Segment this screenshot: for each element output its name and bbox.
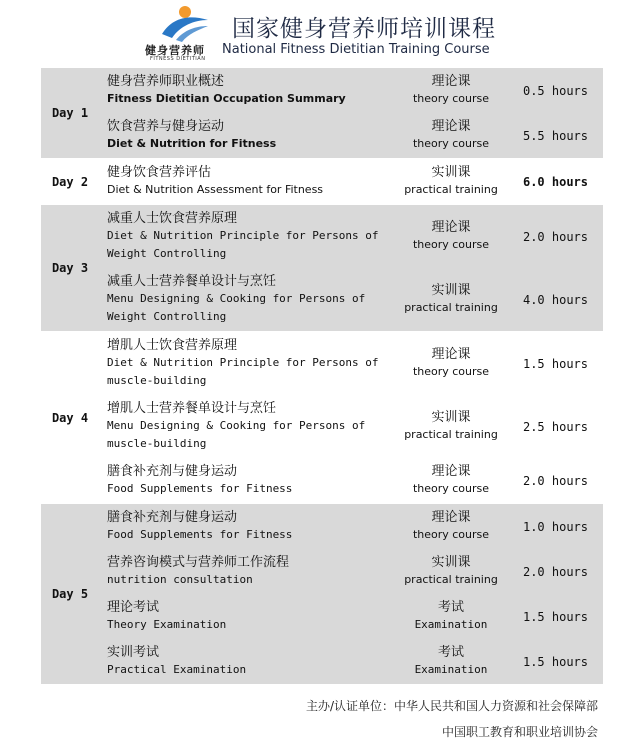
course-name-en: nutrition consultation <box>107 573 253 586</box>
course-hours: 2.0 hours <box>522 229 589 244</box>
course-type <box>394 118 508 153</box>
course-row <box>99 549 603 594</box>
course-name <box>99 458 394 503</box>
course-name <box>99 639 394 684</box>
course-name-en: Fitness Dietitian Occupation Summary <box>107 92 346 105</box>
course-name-en: Food Supplements for Fitness <box>107 482 293 495</box>
day-block <box>41 205 603 332</box>
course-name-zh: 健身营养师职业概述 <box>107 74 225 89</box>
course-row <box>99 205 603 268</box>
course-type-en: practical training <box>404 301 498 314</box>
course-name-en: Menu Designing & Cooking for Persons of muscle-building <box>107 419 372 450</box>
course-row <box>99 332 603 395</box>
course-name <box>99 549 394 594</box>
course-type <box>394 346 508 381</box>
course-type-zh: 理论课 <box>431 74 471 89</box>
course-row <box>99 594 603 639</box>
course-row <box>99 504 603 549</box>
course-type-en: theory course <box>412 92 490 105</box>
footer-organizer: 主办/认证单位：中华人民共和国人力资源和社会保障部 <box>305 699 598 713</box>
course-name <box>99 332 394 395</box>
course-name-en: Diet & Nutrition Assessment for Fitness <box>107 183 324 196</box>
course-type <box>394 463 508 498</box>
course-row <box>99 268 603 331</box>
course-name-zh: 膳食补充剂与健身运动 <box>107 510 238 525</box>
course-name <box>99 594 394 639</box>
course-type-zh: 实训课 <box>431 410 471 425</box>
course-hours: 1.5 hours <box>522 654 589 669</box>
course-type-zh: 理论课 <box>431 119 471 134</box>
course-name-zh: 营养咨询模式与营养师工作流程 <box>107 555 290 570</box>
course-type-en: practical training <box>404 183 498 196</box>
course-type-zh: 考试 <box>437 600 464 615</box>
course-hours: 4.0 hours <box>522 292 589 307</box>
course-type <box>394 644 508 679</box>
course-hours: 5.5 hours <box>522 128 589 143</box>
course-name-zh: 增肌人士营养餐单设计与烹饪 <box>107 401 277 416</box>
course-name-en: Menu Designing & Cooking for Persons of Weight Controlling <box>107 292 372 323</box>
course-hours: 6.0 hours <box>522 174 589 189</box>
course-name-zh: 健身饮食营养评估 <box>107 165 212 180</box>
course-type <box>394 509 508 544</box>
course-hours: 0.5 hours <box>522 83 589 98</box>
course-name-zh: 减重人士营养餐单设计与烹饪 <box>107 274 277 289</box>
course-name-en: Food Supplements for Fitness <box>107 528 293 541</box>
day-label: Day 2 <box>51 174 89 189</box>
page-header <box>0 0 640 66</box>
course-type-zh: 理论课 <box>431 220 471 235</box>
course-row <box>99 458 603 503</box>
course-hours: 2.0 hours <box>522 564 589 579</box>
day-block <box>41 159 603 205</box>
course-row <box>99 113 603 158</box>
course-type-zh: 实训课 <box>431 555 471 570</box>
course-name-zh: 膳食补充剂与健身运动 <box>107 464 238 479</box>
course-name-en: Diet & Nutrition Principle for Persons of Weight Controlling <box>107 229 386 260</box>
course-type-zh: 理论课 <box>431 347 471 362</box>
page-title-zh: 国家健身营养师培训课程 <box>232 16 496 42</box>
course-type <box>394 164 508 199</box>
course-hours: 2.0 hours <box>522 473 589 488</box>
course-type-en: practical training <box>404 573 498 586</box>
logo-icon <box>158 4 210 42</box>
course-row <box>99 159 603 204</box>
course-row <box>99 395 603 458</box>
course-row <box>99 68 603 113</box>
logo-text-en: FITNESS DIETITIAN <box>150 56 206 62</box>
course-row <box>99 639 603 684</box>
course-type-en: theory course <box>412 528 490 541</box>
course-type <box>394 219 508 254</box>
course-name <box>99 504 394 549</box>
course-name <box>99 205 394 268</box>
course-name <box>99 68 394 113</box>
course-name <box>99 159 394 204</box>
course-name <box>99 268 394 331</box>
course-type-en: theory course <box>412 482 490 495</box>
course-type <box>394 73 508 108</box>
course-name-en: Theory Examination <box>107 618 227 631</box>
course-type-en: Examination <box>414 618 488 631</box>
course-name-en: Diet & Nutrition Principle for Persons of muscle-building <box>107 356 386 387</box>
course-hours: 1.5 hours <box>522 609 589 624</box>
footer-association: 中国职工教育和职业培训协会 <box>441 725 598 739</box>
course-type-en: theory course <box>412 238 490 251</box>
course-type-en: theory course <box>412 365 490 378</box>
course-name-zh: 减重人士饮食营养原理 <box>107 211 238 226</box>
course-type <box>394 282 508 317</box>
day-label: Day 1 <box>51 106 89 120</box>
course-hours: 1.5 hours <box>522 356 589 371</box>
course-name-zh: 增肌人士饮食营养原理 <box>107 338 238 353</box>
course-type-zh: 考试 <box>437 645 464 660</box>
day-label: Day 3 <box>51 261 89 275</box>
course-type <box>394 409 508 444</box>
schedule-table <box>41 68 603 685</box>
course-type <box>394 554 508 589</box>
course-name-zh: 实训考试 <box>107 645 160 660</box>
course-type-zh: 实训课 <box>431 165 471 180</box>
course-name-zh: 饮食营养与健身运动 <box>107 119 225 134</box>
course-name <box>99 395 394 458</box>
course-type <box>394 599 508 634</box>
course-type-zh: 理论课 <box>431 464 471 479</box>
course-type-en: Examination <box>414 663 488 676</box>
course-name-en: Practical Examination <box>107 663 247 676</box>
day-block <box>41 332 603 504</box>
page-title-en: National Fitness Dietitian Training Course <box>222 42 490 57</box>
day-block <box>41 68 603 159</box>
course-type-en: theory course <box>412 137 490 150</box>
course-hours: 1.0 hours <box>522 519 589 534</box>
course-hours: 2.5 hours <box>522 419 589 434</box>
day-label: Day 4 <box>51 410 89 425</box>
course-type-zh: 实训课 <box>431 283 471 298</box>
day-block <box>41 504 603 685</box>
course-name <box>99 113 394 158</box>
course-type-zh: 理论课 <box>431 510 471 525</box>
course-name-en: Diet & Nutrition for Fitness <box>107 137 277 150</box>
course-type-en: practical training <box>404 428 498 441</box>
day-label: Day 5 <box>51 587 89 601</box>
logo-text-zh: 健身营养师 <box>145 44 205 57</box>
course-name-zh: 理论考试 <box>107 600 160 615</box>
